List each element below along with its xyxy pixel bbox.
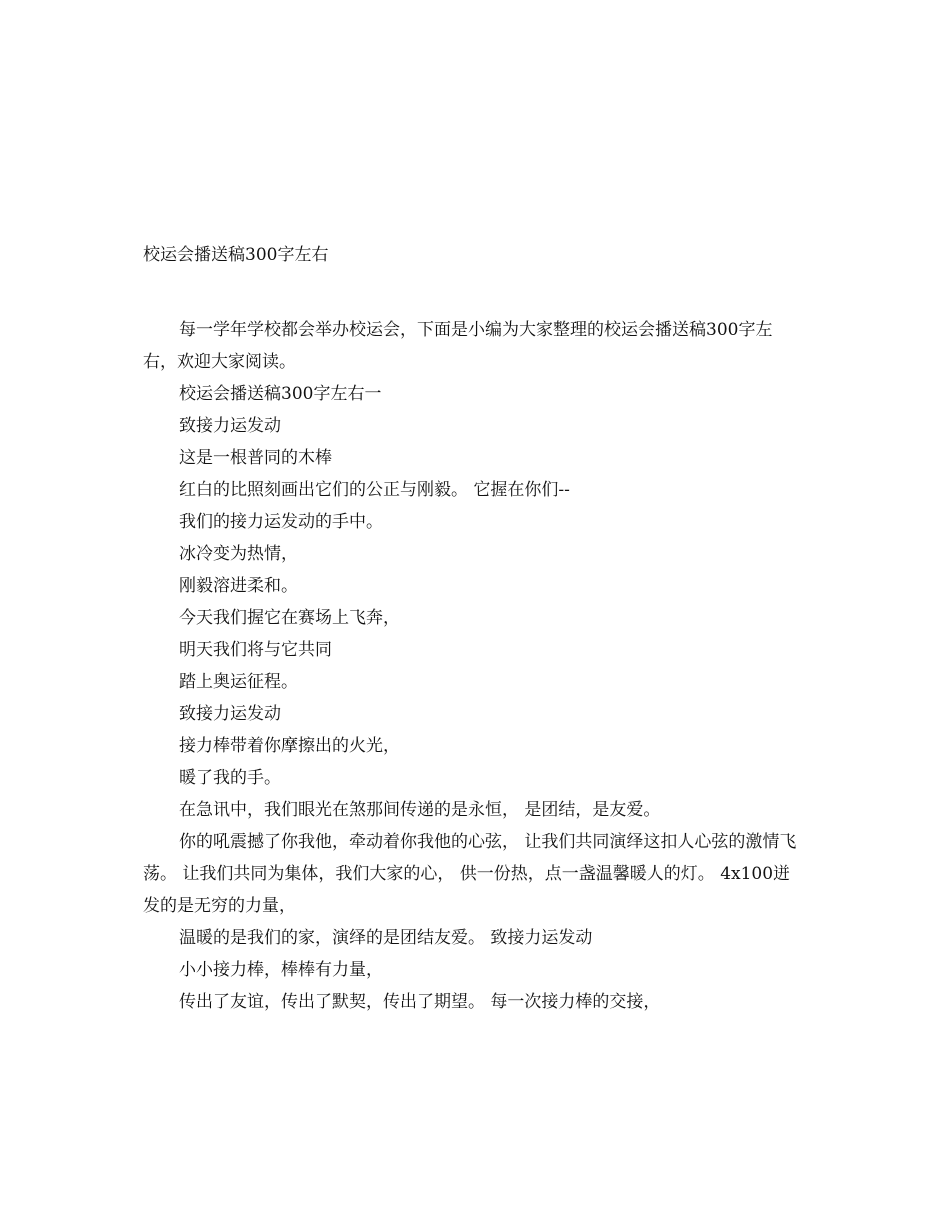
paragraph-intro: 每一学年学校都会举办校运会，下面是小编为大家整理的校运会播送稿300字左右，欢迎大家阅读。	[143, 320, 773, 372]
paragraph-long: 你的吼震撼了你我他，牵动着你我他的心弦， 让我们共同演绎这扣人心弦的激情飞荡。 让我们共同为集体，我们大家的心， 供一份热，点一盏温馨暖人的灯。 4x100迸发的是无穷的力量，	[143, 832, 797, 916]
paragraph-poem-title: 致接力运发动	[179, 416, 281, 436]
document-body	[143, 314, 805, 1018]
paragraph-line: 冰冷变为热情，	[179, 544, 298, 564]
paragraph-line: 温暖的是我们的家，演绎的是团结友爱。 致接力运发动	[179, 928, 593, 948]
paragraph-line: 我们的接力运发动的手中。	[179, 512, 383, 532]
paragraph-line: 刚毅溶进柔和。	[179, 576, 298, 596]
paragraph-line: 接力棒带着你摩擦出的火光，	[179, 736, 400, 756]
paragraph-line: 在急讯中，我们眼光在煞那间传递的是永恒， 是团结，是友爱。	[179, 800, 661, 820]
paragraph-line: 红白的比照刻画出它们的公正与刚毅。 它握在你们--	[179, 480, 570, 500]
paragraph-line: 明天我们将与它共同	[179, 640, 332, 660]
document-title: 校运会播送稿300字左右	[143, 245, 329, 265]
paragraph-line: 暖了我的手。	[179, 768, 281, 788]
paragraph-line: 这是一根普同的木棒	[179, 448, 332, 468]
paragraph-section-heading: 校运会播送稿300字左右一	[179, 384, 382, 404]
paragraph-line: 踏上奥运征程。	[179, 672, 298, 692]
paragraph-line: 今天我们握它在赛场上飞奔，	[179, 608, 400, 628]
paragraph-line: 小小接力棒，棒棒有力量，	[179, 960, 383, 980]
paragraph-poem-title: 致接力运发动	[179, 704, 281, 724]
paragraph-line: 传出了友谊，传出了默契，传出了期望。 每一次接力棒的交接，	[179, 992, 661, 1012]
